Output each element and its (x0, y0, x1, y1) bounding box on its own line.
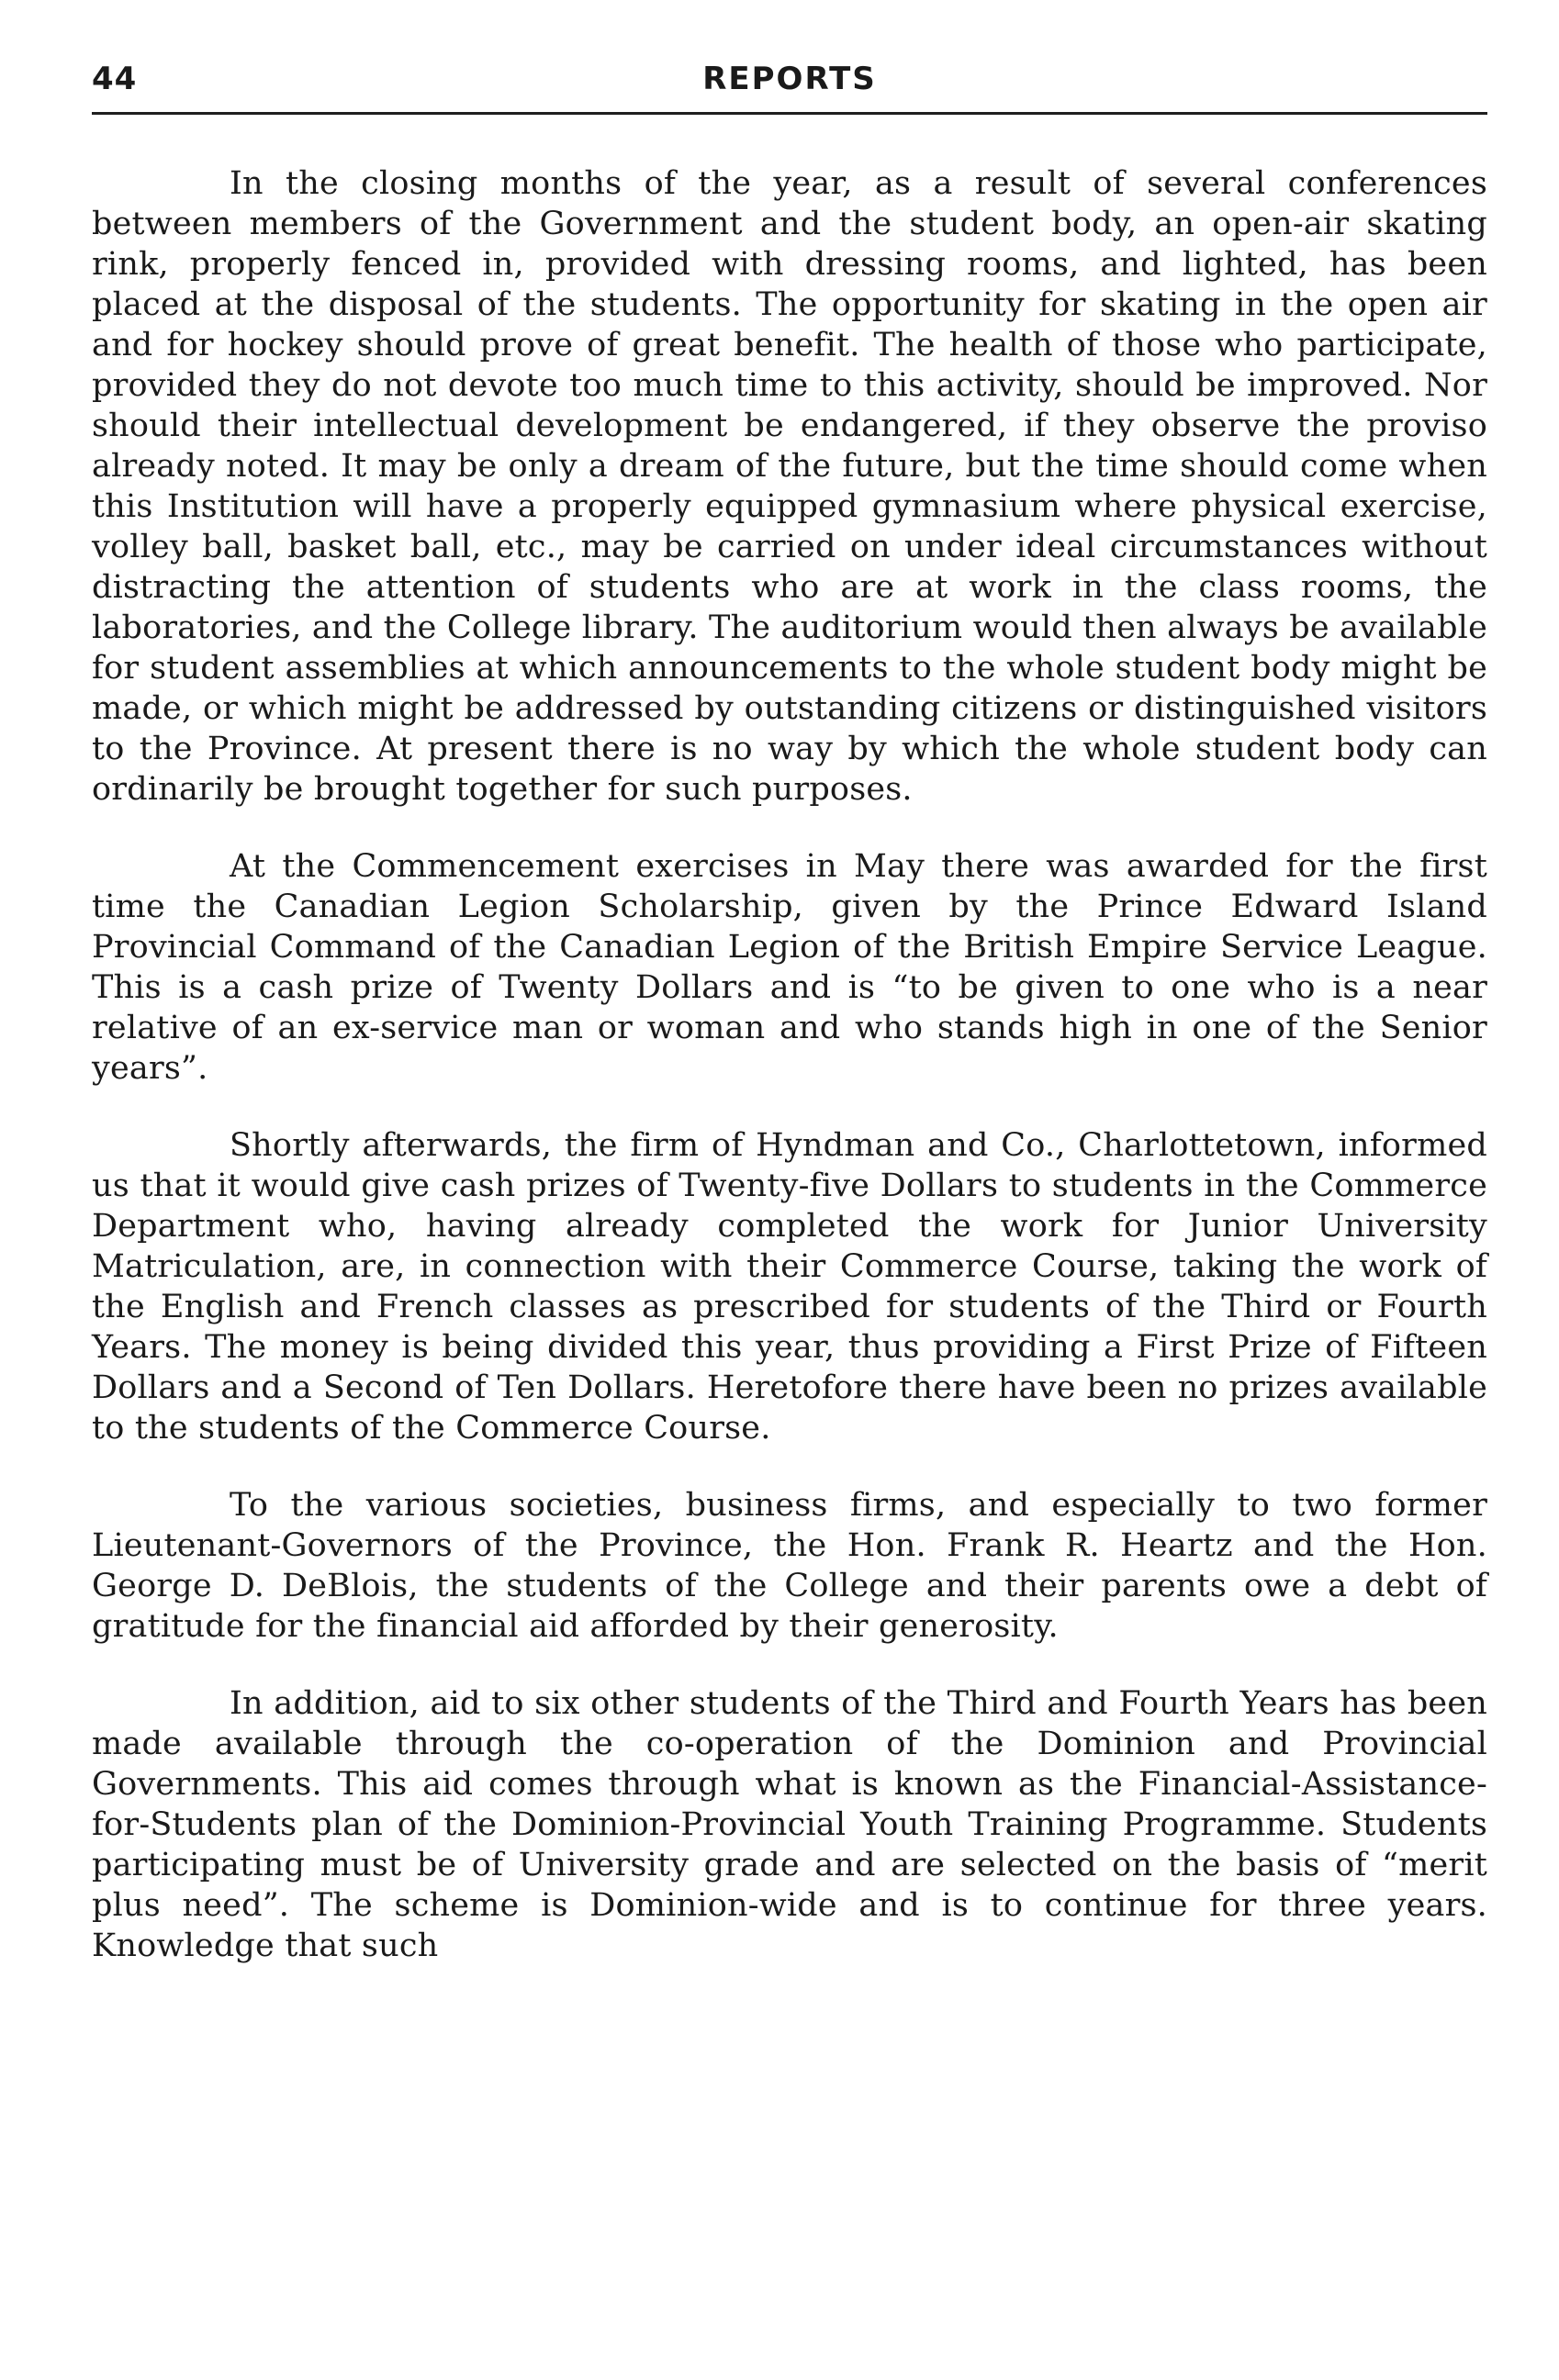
paragraph-legion-scholarship: At the Commencement exercises in May there was awarded for the first time the Canadian Legion Scholarship, given by the Prince Edward Island Provincial Command of the Canadian Legion of the British Empire Service League. This is a cash prize of Twenty Dollars and is “to be given to one who is a near relative of an ex-service man or woman and who stands high in one of the Senior years”. (92, 848, 1487, 1087)
page-number: 44 (92, 61, 138, 97)
running-title: REPORTS (702, 61, 877, 97)
paragraph-hyndman-prizes: Shortly afterwards, the firm of Hyndman and Co., Charlottetown, informed us that it would give cash prizes of Twenty-five Dollars to students in the Commerce Department who, having already completed the work for Junior University Matriculation, are, in connection with their Commerce Course, taking the work of the English and French classes as prescribed for students of the Third or Fourth Years. The money is being divided this year, thus providing a First Prize of Fifteen Dollars and a Second of Ten Dollars. Heretofore there have been no prizes available to the students of the Commerce Course. (92, 1127, 1487, 1447)
page-header (92, 57, 1487, 115)
body-text (92, 163, 1487, 2003)
paragraph-skating-rink: In the closing months of the year, as a result of several conferences between members of the Government and the student body, an open-air skating rink, properly fenced in, provided with dressing rooms, and lighted, has been placed at the disposal of the students. The opportunity for skating in the open air and for hockey should prove of great benefit. The health of those who participate, provided they do not devote too much time to this activity, should be improved. Nor should their intellectual development be endangered, if they observe the proviso already noted. It may be only a dream of the future, but the time should come when this Institution will have a properly equipped gymnasium where physical exercise, volley ball, basket ball, etc., may be carried on under ideal circumstances without distracting the attention of students who are at work in the class rooms, the laboratories, and the College library. The auditorium would then always be available for student assemblies at which announcements to the whole student body might be made, or which might be addressed by outstanding citizens or distinguished visitors to the Province. At present there is no way by which the whole student body can ordinarily be brought together for such purposes. (92, 165, 1487, 808)
paragraph-student-aid: In addition, aid to six other students of the Third and Fourth Years has been made available through the co-operation of the Dominion and Provincial Governments. This aid comes through what is known as the Financial-Assistance-for-Students plan of the Dominion-Provincial Youth Training Programme. Students participating must be of University grade and are selected on the basis of “merit plus need”. The scheme is Dominion-wide and is to continue for three years. Knowledge that such (92, 1685, 1487, 1964)
paragraph-gratitude: To the various societies, business firms, and especially to two former Lieutenant-Governors of the Province, the Hon. Frank R. Heartz and the Hon. George D. DeBlois, the students of the College and their parents owe a debt of gratitude for the financial aid afforded by their generosity. (92, 1487, 1487, 1645)
